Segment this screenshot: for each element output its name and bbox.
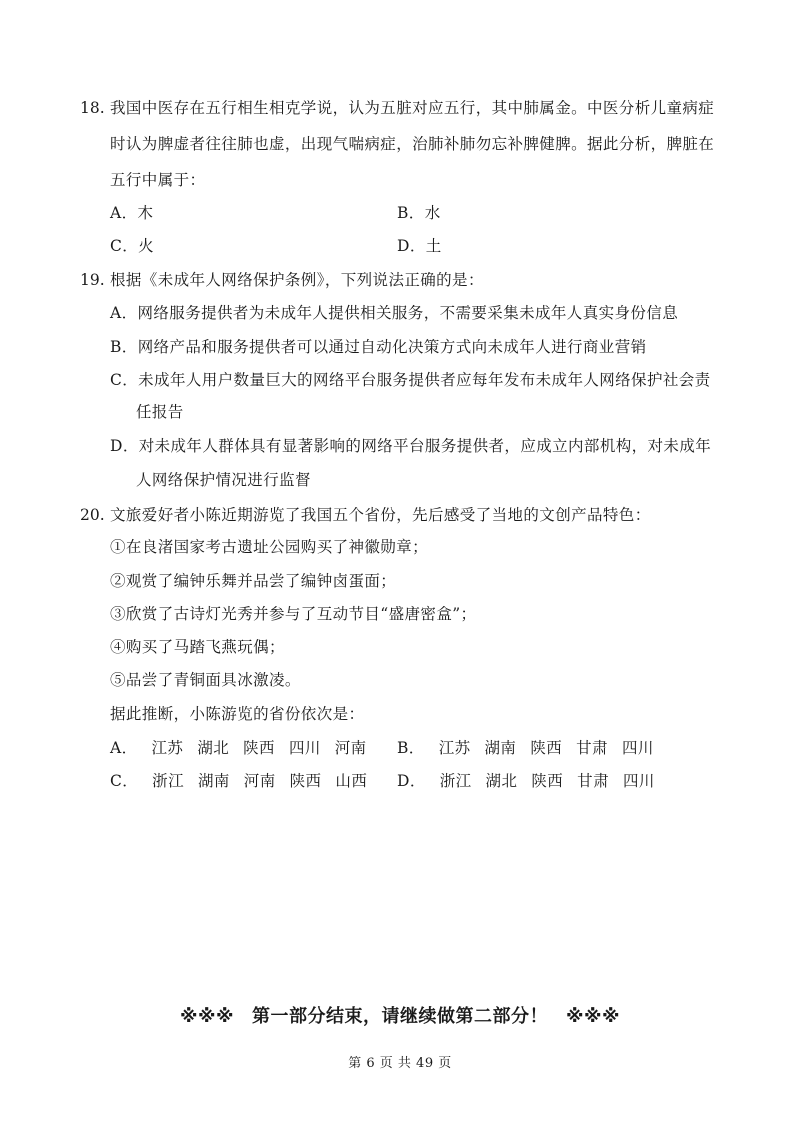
option-label: B． (397, 739, 425, 757)
option-d-continued: 人网络保护情况进行监督 (136, 471, 311, 489)
option-d: D．土 (397, 237, 442, 255)
province: 湖北 (485, 772, 518, 790)
option-label: C． (110, 772, 139, 790)
province: 四川 (622, 772, 655, 790)
province: 江苏 (438, 739, 471, 757)
option-label: A． (110, 739, 138, 757)
option-d (397, 771, 669, 791)
clue-item: ⑤品尝了青铜面具冰激凌。 (110, 671, 301, 689)
question-prompt: 据此推断，小陈游览的省份依次是： (110, 705, 365, 723)
section-end-text: 第一部分结束，请继续做第二部分！ (252, 1006, 548, 1027)
reference-mark-left: ※※※ (180, 1006, 234, 1027)
question-stem-line: 时认为脾虚者往往肺也虚，出现气喘病症，治肺补肺勿忘补脾健脾。据此分析，脾脏在 (110, 135, 715, 153)
question-stem: 文旅爱好者小陈近期游览了我国五个省份，先后感受了当地的文创产品特色： (110, 506, 651, 524)
clue-item: ④购买了马踏飞燕玩偶； (110, 638, 285, 656)
province: 浙江 (439, 772, 472, 790)
option-c-continued: 任报告 (136, 403, 184, 421)
province: 湖南 (197, 772, 230, 790)
province: 陕西 (243, 739, 275, 757)
question-stem-line: 五行中属于： (110, 171, 206, 189)
clue-item: ②观赏了编钟乐舞并品尝了编钟卤蛋面； (110, 572, 397, 590)
province: 陕西 (289, 772, 322, 790)
province: 河南 (334, 739, 367, 757)
reference-mark-right: ※※※ (566, 1006, 620, 1027)
option-label: D． (397, 772, 426, 790)
province: 甘肃 (576, 739, 608, 757)
option-b (397, 738, 668, 758)
page-footer: 第 6 页 共 49 页 (348, 1056, 452, 1071)
question-stem-line: 我国中医存在五行相生相克学说，认为五脏对应五行，其中肺属金。中医分析儿童病症 (110, 99, 715, 117)
option-d: D．对未成年人群体具有显著影响的网络平台服务提供者，应成立内部机构，对未成年 (110, 437, 712, 455)
province: 四川 (288, 739, 321, 757)
option-b: B．网络产品和服务提供者可以通过自动化决策方式向未成年人进行商业营销 (110, 338, 647, 356)
province: 山西 (335, 772, 368, 790)
option-a (110, 738, 381, 758)
province: 陕西 (531, 772, 564, 790)
section-end-notice (0, 1002, 800, 1028)
province: 浙江 (152, 772, 184, 790)
option-c (110, 771, 381, 791)
province: 四川 (621, 739, 654, 757)
option-c: C．火 (110, 237, 155, 255)
province: 甘肃 (577, 772, 609, 790)
province: 江苏 (151, 739, 184, 757)
question-number: 19. (80, 271, 105, 289)
question-number: 18. (80, 99, 105, 117)
question-stem: 根据《未成年人网络保护条例》，下列说法正确的是： (110, 271, 484, 289)
province: 湖南 (484, 739, 517, 757)
province: 河南 (243, 772, 276, 790)
question-number: 20. (80, 506, 105, 524)
option-c: C．未成年人用户数量巨大的网络平台服务提供者应每年发布未成年人网络保护社会责 (110, 371, 711, 389)
province: 陕西 (530, 739, 563, 757)
clue-item: ③欣赏了古诗灯光秀并参与了互动节目“盛唐密盒”； (110, 605, 477, 623)
province: 湖北 (197, 739, 230, 757)
option-a: A．木 (110, 204, 154, 222)
option-b: B．水 (397, 204, 441, 222)
clue-item: ①在良渚国家考古遗址公园购买了神徽勋章； (110, 538, 429, 556)
option-a: A．网络服务提供者为未成年人提供相关服务，不需要采集未成年人真实身份信息 (110, 304, 679, 322)
